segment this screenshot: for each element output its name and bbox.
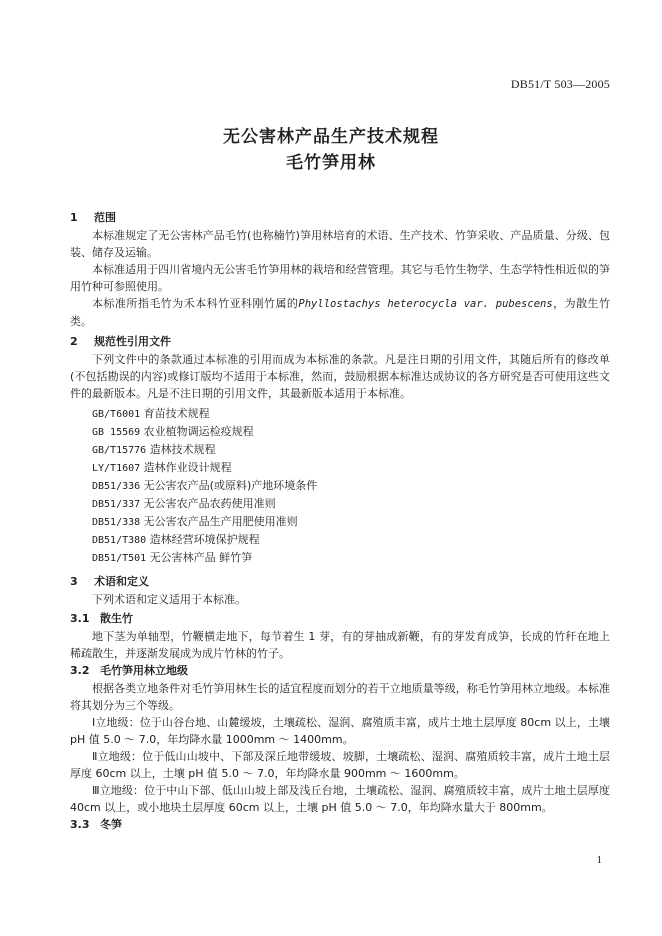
- reference-code: GB 15569: [92, 427, 141, 438]
- reference-item: [70, 495, 610, 513]
- subsection-heading: [70, 662, 610, 680]
- section-title: 范围: [94, 211, 116, 224]
- subsection-heading: [70, 610, 610, 628]
- reference-title: 无公害农产品农药使用准则: [143, 497, 276, 510]
- reference-code: GB/T15776: [92, 445, 147, 456]
- subsection-number: 3.3: [70, 818, 90, 831]
- paragraph: 本标准适用于四川省境内无公害毛竹笋用林的栽培和经营管理。其它与毛竹生物学、生态学特性相近似的笋用竹种可参照使用。: [70, 263, 610, 293]
- page-number: 1: [596, 854, 602, 866]
- subsection-title: 毛竹笋用林立地级: [100, 664, 188, 677]
- subsection-number: 3.1: [70, 612, 90, 625]
- section-heading-references: [70, 333, 610, 351]
- subsection-number: 3.2: [70, 664, 90, 677]
- reference-item: [70, 441, 610, 459]
- reference-title: 造林作业设计规程: [143, 461, 232, 474]
- reference-code: DB51/338: [92, 517, 141, 528]
- site-class-2: Ⅱ立地级：位于低山山坡中、下部及深丘地带缓坡、坡脚，土壤疏松、湿润、腐殖质较丰富，成片土地土层厚度 60cm 以上，土壤 pH 值 5.0 ～ 7.0，年均降水量 900mm ～ 1600mm。: [70, 750, 610, 780]
- reference-code: DB51/T380: [92, 535, 147, 546]
- site-class-1: Ⅰ立地级：位于山谷台地、山麓缓坡，土壤疏松、湿润、腐殖质丰富，成片土地土层厚度 80cm 以上，土壤 pH 值 5.0 ～ 7.0，年均降水量 1000mm ～ 1400mm。: [70, 716, 610, 746]
- paragraph: 本标准规定了无公害林产品毛竹(也称楠竹)笋用林培育的术语、生产技术、竹笋采收、产品质量、分级、包装、储存及运输。: [70, 229, 610, 259]
- paragraph: 下列术语和定义适用于本标准。: [92, 593, 246, 606]
- document-body: [70, 204, 610, 834]
- reference-title: 造林技术规程: [149, 443, 216, 456]
- subsection-title: 冬笋: [100, 818, 122, 831]
- section-title: 规范性引用文件: [94, 335, 171, 348]
- section-heading-scope: [70, 209, 610, 227]
- reference-code: GB/T6001: [92, 409, 141, 420]
- paragraph: 下列文件中的条款通过本标准的引用而成为本标准的条款。凡是注日期的引用文件，其随后所有的修改单(不包括勘误的内容)或修订版均不适用于本标准，然而，鼓励根据本标准达成协议的各方研究是否可使用这些文件的最新版本。凡是不注日期的引用文件，其最新版本适用于本标准。: [70, 353, 610, 400]
- scientific-name: Phyllostachys heterocycla var. pubescens: [298, 298, 553, 310]
- reference-item: [70, 477, 610, 495]
- reference-item: [70, 423, 610, 441]
- reference-title: 造林经营环境保护规程: [149, 533, 260, 546]
- reference-item: [70, 459, 610, 477]
- section-number: 2: [70, 335, 78, 348]
- text-run: ，为散生竹类。: [70, 297, 611, 328]
- reference-title: 无公害林产品 鲜竹笋: [149, 551, 253, 564]
- reference-title: 无公害农产品生产用肥使用准则: [143, 515, 298, 528]
- document-code: DB51/T 503—2005: [510, 77, 610, 91]
- section-number: 3: [70, 575, 78, 588]
- reference-title: 农业植物调运检疫规程: [143, 425, 254, 438]
- document-subtitle: 毛竹笋用林: [286, 153, 376, 173]
- text-run: 本标准所指毛竹为禾本科竹亚科刚竹属的: [92, 297, 299, 310]
- reference-code: DB51/337: [92, 499, 141, 510]
- reference-title: 育苗技术规程: [143, 407, 210, 420]
- title-block: [0, 124, 662, 176]
- paragraph-species: [70, 295, 610, 330]
- reference-code: DB51/336: [92, 481, 141, 492]
- reference-item: [70, 531, 610, 549]
- reference-item: [70, 405, 610, 423]
- reference-title: 无公害农产品(或原料)产地环境条件: [143, 479, 318, 492]
- document-title: 无公害林产品生产技术规程: [223, 127, 439, 147]
- subsection-heading: [70, 816, 610, 834]
- reference-code: DB51/T501: [92, 553, 147, 564]
- paragraph: 根据各类立地条件对毛竹笋用林生长的适宜程度而划分的若干立地质量等级，称毛竹笋用林立地级。本标准将其划分为三个等级。: [70, 682, 610, 712]
- reference-item: [70, 513, 610, 531]
- reference-code: LY/T1607: [92, 463, 141, 474]
- paragraph: 地下茎为单轴型，竹鞭横走地下，每节着生 1 芽，有的芽抽成新鞭，有的芽发育成笋，长成的竹秆在地上稀疏散生，并逐渐发展成为成片竹林的竹子。: [70, 630, 610, 660]
- section-heading-terms: [70, 573, 610, 591]
- reference-item: [70, 549, 610, 567]
- section-number: 1: [70, 211, 78, 224]
- subsection-title: 散生竹: [100, 612, 133, 625]
- section-title: 术语和定义: [94, 575, 149, 588]
- site-class-3: Ⅲ立地级：位于中山下部、低山山坡上部及浅丘台地，土壤疏松、湿润、腐殖质较丰富，成片土地土层厚度 40cm 以上，或小地块土层厚度 60cm 以上，土壤 pH 值 5.0 ～ 7.0，年均降水量大于 800mm。: [70, 784, 610, 814]
